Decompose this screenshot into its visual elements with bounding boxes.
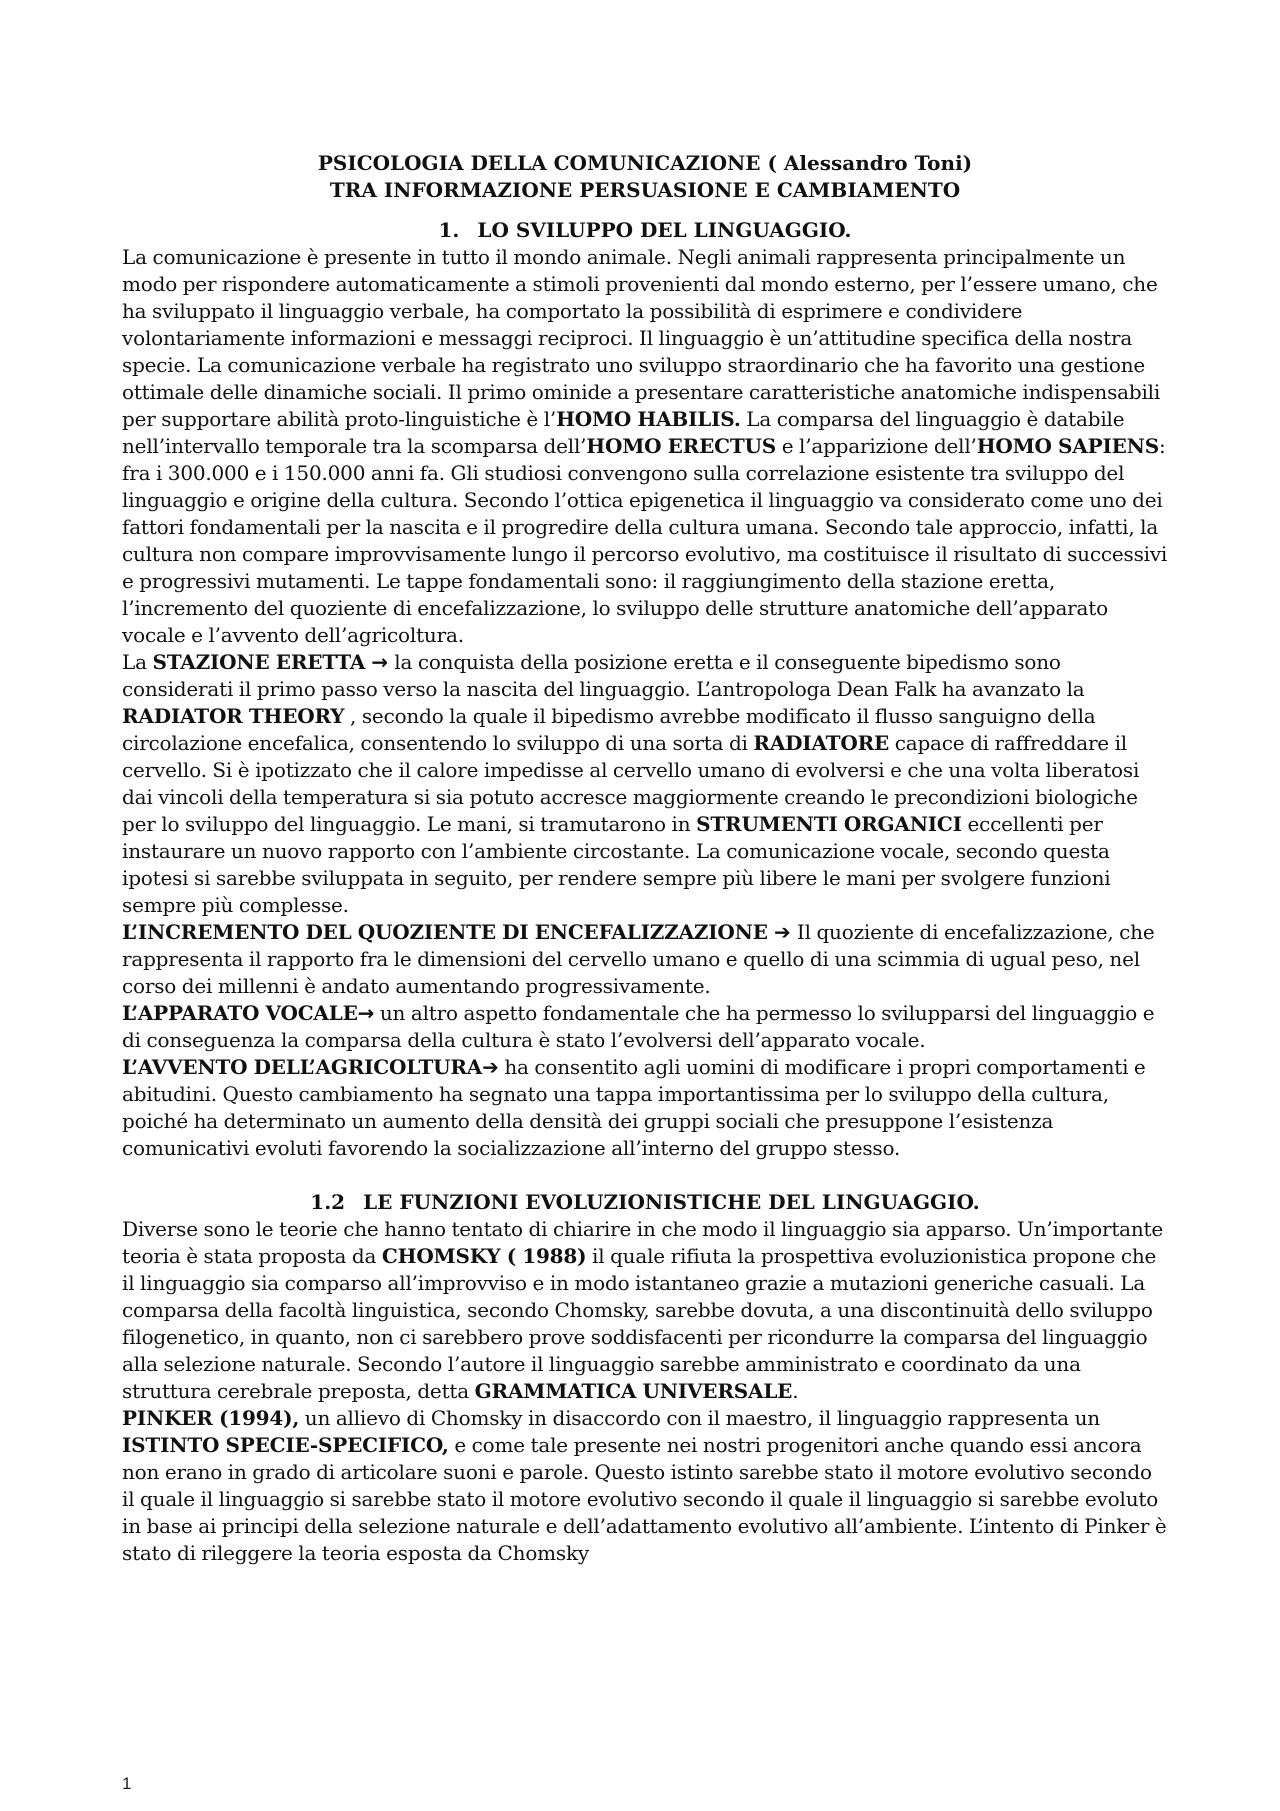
bold-term: HOMO SAPIENS [976, 434, 1159, 458]
section-2-heading [122, 1189, 1168, 1216]
bold-term: GRAMMATICA UNIVERSALE [474, 1379, 793, 1403]
bold-term: HOMO HABILIS. [556, 407, 741, 431]
bold-term: PINKER (1994), [122, 1406, 300, 1430]
text-run: e l’apparizione dell’ [776, 434, 977, 458]
page-number: 1 [122, 1774, 132, 1793]
section-1-paragraph-4 [122, 1000, 1168, 1054]
bold-term: STRUMENTI ORGANICI [696, 812, 962, 836]
text-run: Diverse sono le teorie che hanno tentato di chiarire in che modo il linguaggio sia apparso. Un’importante teoria è stata proposta da [122, 1217, 1164, 1268]
arrow-icon: ➔ [482, 1055, 499, 1079]
bold-term: L’INCREMENTO DEL QUOZIENTE DI ENCEFALIZZAZIONE [122, 920, 768, 944]
section-1-heading [122, 217, 1168, 244]
section-2-number: 1.2 [310, 1190, 346, 1214]
text-run: La [122, 650, 153, 674]
bold-term: RADIATORE [753, 731, 890, 755]
section-1-paragraph-5 [122, 1054, 1168, 1162]
bold-term: ISTINTO SPECIE-SPECIFICO, [122, 1433, 449, 1457]
arrow-icon: → [357, 1001, 375, 1025]
text-run: : fra i 300.000 e i 150.000 anni fa. Gli studiosi convengono sulla correlazione esistente tra sviluppo del linguaggio e origine della cultura. Secondo l’ottica epigenetica il linguaggio va considerato come uno dei fattori fondamentali per la nascita e il progredire della cultura umana. Secondo tale approccio, infatti, la cultura non compare improvvisamente lungo il percorso evolutivo, ma costituisce il risultato di successivi e progressivi mutamenti. Le tappe fondamentali sono: il raggiungimento della stazione eretta, l’incremento del quoziente di encefalizzazione, lo sviluppo delle strutture anatomiche dell’apparato vocale e l’avvento dell’agricoltura. [122, 434, 1168, 647]
bold-term: HOMO ERECTUS [586, 434, 777, 458]
text-run: la conquista della posizione eretta e il conseguente bipedismo sono considerati il primo passo verso la nascita del linguaggio. L’antropologa Dean Falk ha avanzato la [122, 650, 1085, 701]
section-1-number: 1. [438, 218, 460, 242]
text-run: eccellenti per instaurare un nuovo rapporto con l’ambiente circostante. La comunicazione vocale, secondo questa ipotesi si sarebbe sviluppata in seguito, per rendere sempre più libere le mani per svolgere funzioni sempre più complesse. [122, 812, 1111, 917]
bold-term: L’APPARATO VOCALE [122, 1001, 358, 1025]
text-run: un allievo di Chomsky in disaccordo con il maestro, il linguaggio rappresenta un [299, 1406, 1100, 1430]
section-1-paragraph-3 [122, 919, 1168, 1000]
section-1-paragraph-1 [122, 244, 1168, 649]
bold-term: RADIATOR THEORY [122, 704, 345, 728]
arrow-icon: ➔ [767, 920, 797, 944]
page-content [122, 150, 1168, 1567]
text-run: e come tale presente nei nostri progenitori anche quando essi ancora non erano in grado di articolare suoni e parole. Questo istinto sarebbe stato il motore evolutivo secondo il quale il linguaggio si sarebbe stato il motore evolutivo secondo il quale il linguaggio si sarebbe evoluto in base ai principi della selezione naturale e dell’adattamento evolutivo all’ambiente. L’intento di Pinker è stato di rileggere la teoria esposta da Chomsky [122, 1433, 1167, 1565]
text-run: il quale rifiuta la prospettiva evoluzionistica propone che il linguaggio sia comparso all’improvviso e in modo istantaneo grazie a mutazioni generiche casuali. La comparsa della facoltà linguistica, secondo Chomsky, sarebbe dovuta, a una discontinuità dello sviluppo filogenetico, in quanto, non ci sarebbero prove soddisfacenti per ricondurre la comparsa del linguaggio alla selezione naturale. Secondo l’autore il linguaggio sarebbe amministrato e coordinato da una struttura cerebrale preposta, detta [122, 1244, 1157, 1403]
section-1-title: LO SVILUPPO DEL LINGUAGGIO. [477, 218, 852, 242]
bold-term: CHOMSKY ( 1988) [381, 1244, 587, 1268]
section-1-paragraph-2 [122, 649, 1168, 919]
document-title-line-1: PSICOLOGIA DELLA COMUNICAZIONE ( Alessandro Toni) [317, 151, 973, 175]
section-2-paragraph-2 [122, 1405, 1168, 1567]
text-run: ha consentito agli uomini di modificare i propri comportamenti e abitudini. Questo cambiamento ha segnato una tappa importantissima per lo sviluppo della cultura, poiché ha determinato un aumento della densità dei gruppi sociali che presuppone l’esistenza comunicativi evoluti favorendo la socializzazione all’interno del gruppo stesso. [122, 1055, 1146, 1160]
text-run: La comunicazione è presente in tutto il mondo animale. Negli animali rappresenta principalmente un modo per rispondere automaticamente a stimoli provenienti dal mondo esterno, per l’essere umano, che ha sviluppato il linguaggio verbale, ha comportato la possibilità di esprimere e condividere volontariamente informazioni e messaggi reciproci. Il linguaggio è un’attitudine specifica della nostra specie. La comunicazione verbale ha registrato uno sviluppo straordinario che ha favorito una gestione ottimale delle dinamiche sociali. Il primo ominide a presentare caratteristiche anatomiche indispensabili per supportare abilità proto-linguistiche è l’ [122, 245, 1161, 431]
text-run: un altro aspetto fondamentale che ha permesso lo svilupparsi del linguaggio e di conseguenza la comparsa della cultura è stato l’evolversi dell’apparato vocale. [122, 1001, 1155, 1052]
section-2-paragraph-1 [122, 1216, 1168, 1405]
bold-term: STAZIONE ERETTA [152, 650, 366, 674]
document-title-line-2: TRA INFORMAZIONE PERSUASIONE E CAMBIAMENTO [329, 178, 961, 202]
arrow-icon: → [365, 650, 395, 674]
bold-term: L’AVVENTO DELL’AGRICOLTURA [122, 1055, 483, 1079]
text-run: Il quoziente di encefalizzazione, che rappresenta il rapporto fra le dimensioni del cervello umano e quello di una scimmia di ugual peso, nel corso dei millenni è andato aumentando progressivamente. [122, 920, 1155, 998]
text-run: La comparsa del linguaggio è databile nell’intervallo temporale tra la scomparsa dell’ [122, 407, 1125, 458]
text-run: capace di raffreddare il cervello. Si è ipotizzato che il calore impedisse al cervello umano di evolversi e che una volta liberatosi dai vincoli della temperatura si sia potuto accresce maggiormente creando le precondizioni biologiche per lo sviluppo del linguaggio. Le mani, si tramutarono in [122, 731, 1140, 836]
text-run: . [792, 1379, 799, 1403]
text-run: , secondo la quale il bipedismo avrebbe modificato il flusso sanguigno della circolazione encefalica, consentendo lo sviluppo di una sorta di [122, 704, 1096, 755]
section-2-title: LE FUNZIONI EVOLUZIONISTICHE DEL LINGUAGGIO. [363, 1190, 980, 1214]
